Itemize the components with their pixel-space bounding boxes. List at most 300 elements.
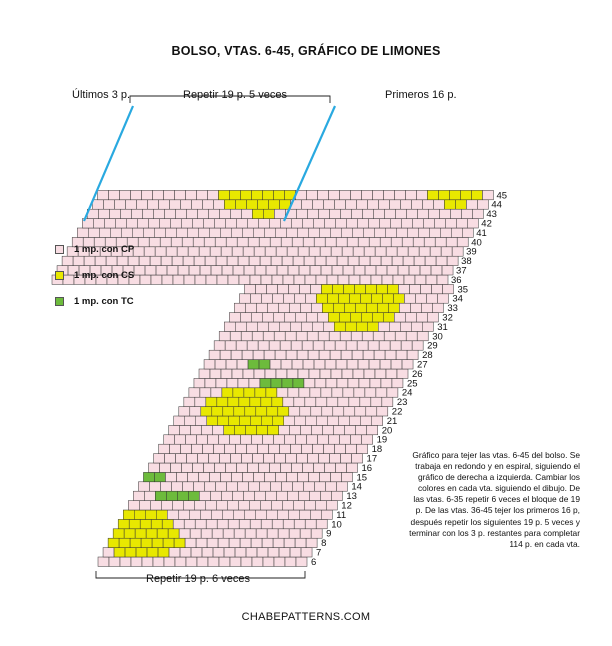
stitch-cell	[195, 397, 206, 406]
stitch-cell	[310, 388, 321, 397]
stitch-cell	[196, 538, 207, 547]
stitch-cell	[183, 256, 194, 265]
stitch-cell	[250, 294, 261, 303]
stitch-cell	[449, 190, 460, 199]
stitch-cell	[438, 190, 449, 199]
stitch-cell	[366, 303, 377, 312]
stitch-cell	[146, 529, 157, 538]
stitch-cell	[303, 237, 314, 246]
stitch-cell	[359, 378, 370, 387]
row-number: 43	[486, 209, 497, 221]
stitch-cell	[305, 519, 316, 528]
stitch-cell	[415, 275, 426, 284]
stitch-cell	[316, 519, 327, 528]
row-number: 17	[366, 453, 378, 465]
stitch-cell	[248, 482, 259, 491]
stitch-cell	[210, 491, 221, 500]
stitch-cell	[421, 303, 432, 312]
stitch-cell	[181, 444, 192, 453]
stitch-cell	[178, 266, 189, 275]
stitch-cell	[324, 444, 335, 453]
stitch-cell	[114, 548, 125, 557]
stitch-cell	[201, 529, 212, 538]
stitch-cell	[360, 397, 371, 406]
stitch-cell	[84, 256, 95, 265]
stitch-cell	[148, 219, 159, 228]
stitch-cell	[436, 256, 447, 265]
stitch-cell	[62, 256, 73, 265]
stitch-cell	[298, 247, 309, 256]
stitch-cell	[419, 247, 430, 256]
stitch-cell	[318, 435, 329, 444]
stitch-cell	[222, 266, 233, 275]
stitch-cell	[310, 510, 321, 519]
stitch-cell	[142, 557, 153, 566]
stitch-cell	[365, 284, 376, 293]
stitch-cell	[292, 360, 303, 369]
stitch-cell	[200, 388, 211, 397]
stitch-cell	[357, 444, 368, 453]
stitch-cell	[154, 228, 165, 237]
stitch-cell	[348, 256, 359, 265]
stitch-cell	[257, 548, 268, 557]
stitch-cell	[210, 247, 221, 256]
stitch-cell	[314, 482, 325, 491]
stitch-cell	[309, 247, 320, 256]
stitch-cell	[281, 463, 292, 472]
stitch-cell	[308, 454, 319, 463]
row-number: 42	[481, 218, 492, 230]
stitch-cell	[229, 190, 240, 199]
stitch-cell	[338, 275, 349, 284]
stitch-cell	[434, 219, 445, 228]
stitch-cell	[164, 557, 175, 566]
stitch-cell	[423, 219, 434, 228]
stitch-cell	[337, 256, 348, 265]
stitch-cell	[431, 266, 442, 275]
footer-site: CHABEPATTERNS.COM	[241, 611, 371, 623]
stitch-cell	[297, 454, 308, 463]
stitch-cell	[136, 200, 147, 209]
stitch-cell	[337, 378, 348, 387]
row-number: 31	[437, 321, 448, 333]
stitch-cell	[158, 548, 169, 557]
stitch-cell	[251, 190, 262, 199]
stitch-cell	[339, 416, 350, 425]
stitch-cell	[269, 444, 280, 453]
row-number: 34	[452, 293, 463, 305]
stitch-cell	[311, 303, 322, 312]
stitch-cell	[319, 472, 330, 481]
stitch-cell	[263, 557, 274, 566]
stitch-cell	[230, 557, 241, 566]
stitch-cell	[386, 369, 397, 378]
stitch-cell	[255, 266, 266, 275]
stitch-cell	[222, 510, 233, 519]
stitch-cell	[231, 472, 242, 481]
stitch-cell	[376, 284, 387, 293]
stitch-cell	[190, 407, 201, 416]
row-number: 41	[476, 227, 487, 239]
stitch-cell	[376, 388, 387, 397]
stitch-cell	[275, 472, 286, 481]
stitch-cell	[404, 275, 415, 284]
stitch-cell	[193, 237, 204, 246]
stitch-cell	[264, 350, 275, 359]
stitch-cell	[371, 275, 382, 284]
stitch-cell	[268, 548, 279, 557]
stitch-cell	[247, 444, 258, 453]
stitch-cell	[192, 444, 203, 453]
stitch-cell	[197, 557, 208, 566]
stitch-cell	[186, 435, 197, 444]
stitch-cell	[322, 407, 333, 416]
stitch-cell	[226, 482, 237, 491]
stitch-cell	[305, 294, 316, 303]
stitch-cell	[134, 266, 145, 275]
stitch-cell	[306, 313, 317, 322]
stitch-cell	[266, 284, 277, 293]
stitch-cell	[326, 256, 337, 265]
stitch-cell	[222, 388, 233, 397]
stitch-cell	[151, 275, 162, 284]
stitch-cell	[433, 200, 444, 209]
stitch-cell	[205, 501, 216, 510]
stitch-cell	[286, 350, 297, 359]
stitch-cell	[355, 303, 366, 312]
stitch-cell	[296, 435, 307, 444]
stitch-cell	[317, 416, 328, 425]
stitch-cell	[226, 360, 237, 369]
stitch-cell	[447, 256, 458, 265]
stitch-cell	[174, 190, 185, 199]
stitch-cell	[243, 247, 254, 256]
stitch-cell	[296, 331, 307, 340]
stitch-cell	[328, 416, 339, 425]
stitch-cell	[339, 190, 350, 199]
stitch-cell	[147, 548, 158, 557]
stitch-cell	[332, 266, 343, 275]
stitch-cell	[350, 313, 361, 322]
stitch-cell	[262, 538, 273, 547]
stitch-cell	[461, 209, 472, 218]
stitch-cell	[241, 331, 252, 340]
stitch-cell	[372, 313, 383, 322]
stitch-cell	[132, 228, 143, 237]
stitch-cell	[138, 482, 149, 491]
stitch-cell	[281, 237, 292, 246]
stitch-cell	[422, 200, 433, 209]
stitch-cell	[283, 294, 294, 303]
stitch-cell	[161, 256, 172, 265]
stitch-cell	[315, 501, 326, 510]
stitch-cell	[253, 454, 264, 463]
stitch-cell	[358, 360, 369, 369]
stitch-cell	[396, 350, 407, 359]
stitch-cell	[286, 472, 297, 481]
stitch-cell	[306, 538, 317, 547]
stitch-cell	[401, 341, 412, 350]
stitch-cell	[172, 256, 183, 265]
stitch-cell	[298, 369, 309, 378]
stitch-cell	[184, 519, 195, 528]
stitch-cell	[349, 294, 360, 303]
stitch-cell	[188, 491, 199, 500]
stitch-cell	[321, 388, 332, 397]
stitch-cell	[240, 538, 251, 547]
stitch-cell	[209, 454, 220, 463]
stitch-cell	[414, 256, 425, 265]
stitch-cell	[200, 510, 211, 519]
stitch-cell	[333, 407, 344, 416]
stitch-cell	[300, 529, 311, 538]
stitch-cell	[204, 360, 215, 369]
stitch-cell	[413, 237, 424, 246]
stitch-cell	[406, 331, 417, 340]
stitch-cell	[266, 510, 277, 519]
stitch-cell	[205, 378, 216, 387]
stitch-cell	[405, 313, 416, 322]
stitch-cell	[425, 256, 436, 265]
stitch-cell	[171, 482, 182, 491]
first-stitches-label: Primeros 16 p.	[385, 89, 457, 101]
stitch-cell	[378, 200, 389, 209]
stitch-cell	[239, 397, 250, 406]
stitch-cell	[209, 350, 220, 359]
stitch-cell	[314, 463, 325, 472]
stitch-cell	[431, 284, 442, 293]
stitch-cell	[252, 557, 263, 566]
stitch-cell	[204, 482, 215, 491]
row-number: 27	[417, 359, 428, 371]
stitch-cell	[171, 463, 182, 472]
stitch-cell	[274, 557, 285, 566]
stitch-cell	[250, 519, 261, 528]
stitch-cell	[109, 557, 120, 566]
stitch-cell	[282, 256, 293, 265]
stitch-cell	[400, 322, 411, 331]
stitch-cell	[460, 190, 471, 199]
stitch-cell	[472, 209, 483, 218]
stitch-cell	[173, 275, 184, 284]
stitch-cell	[160, 237, 171, 246]
stitch-cell	[289, 529, 300, 538]
row-number: 45	[496, 190, 508, 202]
stitch-cell	[271, 378, 282, 387]
stitch-cell	[305, 275, 316, 284]
stitch-cell	[301, 548, 312, 557]
row-number: 37	[456, 265, 467, 277]
stitch-cell	[154, 472, 165, 481]
stitch-cell	[225, 341, 236, 350]
stitch-cell	[362, 435, 373, 444]
stitch-cell	[243, 491, 254, 500]
stitch-cell	[282, 501, 293, 510]
stitch-cell	[249, 378, 260, 387]
stitch-cell	[188, 247, 199, 256]
stitch-cell	[252, 435, 263, 444]
stitch-cell	[371, 294, 382, 303]
stitch-cell	[324, 341, 335, 350]
stitch-cell	[185, 416, 196, 425]
stitch-cell	[441, 247, 452, 256]
stitch-cell	[248, 360, 259, 369]
stitch-cell	[336, 482, 347, 491]
stitch-cell	[170, 219, 181, 228]
stitch-cell	[295, 313, 306, 322]
stitch-cell	[261, 519, 272, 528]
row-number: 25	[406, 378, 418, 390]
stitch-cell	[266, 388, 277, 397]
stitch-cell	[296, 209, 307, 218]
stitch-cell	[244, 266, 255, 275]
stitch-cell	[216, 501, 227, 510]
stitch-cell	[455, 200, 466, 209]
stitch-cell	[346, 444, 357, 453]
stitch-cell	[349, 275, 360, 284]
stitch-cell	[170, 444, 181, 453]
stitch-cell	[287, 247, 298, 256]
stitch-cell	[180, 548, 191, 557]
stitch-cell	[256, 529, 267, 538]
stitch-cell	[294, 519, 305, 528]
stitch-cell	[233, 388, 244, 397]
stitch-cell	[270, 482, 281, 491]
stitch-cell	[356, 425, 367, 434]
stitch-cell	[381, 378, 392, 387]
stitch-cell	[261, 397, 272, 406]
stitch-cell	[301, 425, 312, 434]
stitch-cell	[265, 369, 276, 378]
stitch-cell	[374, 228, 385, 237]
stitch-cell	[198, 472, 209, 481]
instructions-note: Gráfico para tejer las vtas. 6-45 del bolso. Se trabaja en redondo y en espiral, siguiendo el gráfico de derecha a izquierda. Cambiar los colores en cada vta. siguiendo el dibujo. De las vtas. 6-35 repetir 6 veces el bloque de 19 p. De las vtas. 36-45 tejer los primeros 16 p, después repetir los siguientes 19 p. 5 veces y terminar con los 3 p. restantes para completar 114 p. en cada vta.	[409, 450, 580, 549]
stitch-cell	[106, 256, 117, 265]
stitch-cell	[220, 350, 231, 359]
stitch-cell	[92, 200, 103, 209]
stitch-cell	[175, 435, 186, 444]
stitch-cell	[258, 341, 269, 350]
stitch-cell	[198, 228, 209, 237]
stitch-cell	[435, 237, 446, 246]
stitch-cell	[97, 190, 108, 199]
stitch-cell	[312, 322, 323, 331]
stitch-cell	[387, 388, 398, 397]
stitch-cell	[378, 322, 389, 331]
row-number: 26	[412, 368, 423, 380]
stitch-cell	[253, 472, 264, 481]
stitch-cell	[411, 322, 422, 331]
stitch-cell	[477, 200, 488, 209]
row-number: 40	[471, 237, 482, 249]
row-number: 24	[401, 387, 413, 399]
stitch-cell	[235, 425, 246, 434]
stitch-cell	[269, 219, 280, 228]
stitch-cell	[330, 350, 341, 359]
stitch-cell	[219, 331, 230, 340]
stitch-cell	[156, 510, 167, 519]
stitch-cell	[217, 519, 228, 528]
stitch-cell	[215, 463, 226, 472]
stitch-cell	[244, 284, 255, 293]
stitch-cell	[218, 538, 229, 547]
stitch-cell	[162, 275, 173, 284]
stitch-cell	[325, 463, 336, 472]
stitch-cell	[338, 397, 349, 406]
stitch-cell	[182, 482, 193, 491]
stitch-cell	[297, 350, 308, 359]
stitch-cell	[351, 331, 362, 340]
stitch-cell	[218, 416, 229, 425]
stitch-cell	[308, 350, 319, 359]
stitch-cell	[187, 472, 198, 481]
stitch-cell	[288, 284, 299, 293]
stitch-cell	[379, 341, 390, 350]
stitch-cell	[207, 416, 218, 425]
stitch-cell	[206, 519, 217, 528]
stitch-cell	[251, 416, 262, 425]
stitch-cell	[169, 548, 180, 557]
stitch-cell	[390, 219, 401, 228]
stitch-cell	[369, 237, 380, 246]
stitch-cell	[246, 548, 257, 557]
stitch-cell	[239, 294, 250, 303]
stitch-cell	[155, 247, 166, 256]
stitch-cell	[352, 350, 363, 359]
stitch-cell	[422, 322, 433, 331]
stitch-cell	[336, 463, 347, 472]
stitch-cell	[375, 369, 386, 378]
stitch-cell	[304, 378, 315, 387]
stitch-cell	[299, 266, 310, 275]
stitch-cell	[451, 228, 462, 237]
stitch-cell	[202, 425, 213, 434]
stitch-cell	[270, 360, 281, 369]
stitch-cell	[93, 219, 104, 228]
stitch-cell	[211, 266, 222, 275]
stitch-cell	[273, 538, 284, 547]
stitch-cell	[234, 529, 245, 538]
stitch-cell	[180, 200, 191, 209]
stitch-cell	[255, 388, 266, 397]
stitch-cell	[392, 256, 403, 265]
stitch-cell	[287, 491, 298, 500]
stitch-cell	[219, 557, 230, 566]
stitch-cell	[164, 435, 175, 444]
stitch-cell	[288, 388, 299, 397]
stitch-cell	[383, 313, 394, 322]
stitch-cell	[306, 416, 317, 425]
stitch-cell	[156, 266, 167, 275]
stitch-cell	[267, 529, 278, 538]
row-number: 14	[351, 481, 362, 493]
stitch-cell	[152, 538, 163, 547]
stitch-cell	[230, 331, 241, 340]
stitch-cell	[278, 529, 289, 538]
stitch-cell	[329, 435, 340, 444]
stitch-cell	[357, 341, 368, 350]
stitch-cell	[128, 256, 139, 265]
stitch-cell	[390, 341, 401, 350]
stitch-cell	[372, 190, 383, 199]
stitch-cell	[200, 266, 211, 275]
stitch-cell	[166, 491, 177, 500]
stitch-cell	[302, 219, 313, 228]
stitch-cell	[307, 209, 318, 218]
stitch-cell	[153, 209, 164, 218]
stitch-cell	[191, 200, 202, 209]
stitch-cell	[240, 416, 251, 425]
